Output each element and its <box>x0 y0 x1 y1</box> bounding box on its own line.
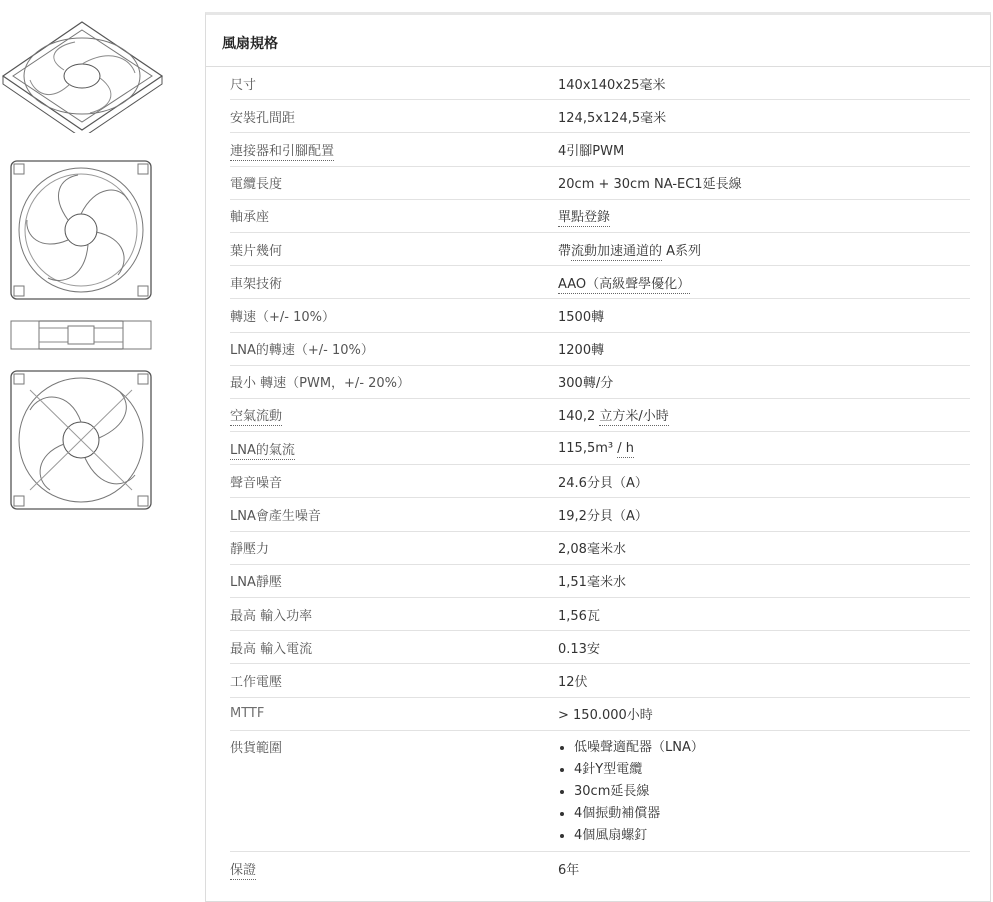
spec-label-text: 車架技術 <box>230 276 283 292</box>
spec-row <box>230 133 970 166</box>
spec-row <box>230 167 970 200</box>
spec-label <box>230 571 558 590</box>
list-item: • 30cm延長線 <box>574 781 970 803</box>
spec-value <box>558 206 970 225</box>
warranty-label <box>230 859 558 878</box>
spec-label-text: 葉片幾何 <box>230 243 283 259</box>
spec-value <box>558 538 970 557</box>
spec-row <box>230 465 970 498</box>
product-drawings <box>0 0 170 889</box>
spec-row <box>230 333 970 366</box>
spec-value-part[interactable]: 立方米/小時 <box>599 409 669 425</box>
panel-title: 風扇規格 <box>206 15 990 67</box>
spec-label <box>230 206 558 225</box>
spec-label <box>230 671 558 690</box>
scope-list <box>558 737 970 847</box>
spec-value-text: 2,08毫米水 <box>558 542 626 558</box>
spec-value-text: 12伏 <box>558 674 588 690</box>
spec-label-text[interactable]: LNA的氣流 <box>230 442 295 458</box>
spec-label <box>230 339 558 358</box>
list-item: • 低噪聲適配器（LNA） <box>574 737 970 759</box>
list-item: • 4個振動補償器 <box>574 803 970 825</box>
spec-value <box>558 240 970 259</box>
spec-value-text: 1,51毫米水 <box>558 575 626 591</box>
spec-value <box>558 74 970 93</box>
warranty-link[interactable]: 保證 <box>230 862 257 878</box>
spec-value-part[interactable]: 流動加速通道的 <box>571 243 663 259</box>
spec-value <box>558 372 970 391</box>
spec-value-text: 140x140x25毫米 <box>558 77 666 93</box>
spec-label <box>230 505 558 524</box>
spec-label-text: 聲音噪音 <box>230 475 283 491</box>
fan-perspective-drawing <box>0 18 165 133</box>
spec-label-text: 靜壓力 <box>230 542 270 558</box>
spec-label <box>230 706 558 721</box>
spec-label <box>230 439 558 458</box>
spec-value <box>558 441 970 456</box>
spec-value <box>558 472 970 491</box>
warranty-row <box>230 852 970 885</box>
spec-value-text: 24.6分貝（A） <box>558 475 648 491</box>
spec-value <box>558 704 970 723</box>
spec-label-text[interactable]: 空氣流動 <box>230 409 283 425</box>
spec-value-text: 20cm + 30cm NA-EC1延長線 <box>558 177 742 193</box>
spec-label-text: 最高 輸入電流 <box>230 641 313 657</box>
spec-value <box>558 273 970 292</box>
spec-label-text: 最小 轉速（PWM，+/- 20%） <box>230 376 411 392</box>
spec-value-part: 140,2 <box>558 409 600 425</box>
spec-value <box>558 405 970 424</box>
spec-label <box>230 605 558 624</box>
spec-value <box>558 107 970 126</box>
spec-value-text: 300轉/分 <box>558 376 614 392</box>
spec-value <box>558 339 970 358</box>
spec-row <box>230 598 970 631</box>
scope-value <box>558 737 970 847</box>
spec-label-text: LNA靜壓 <box>230 575 282 591</box>
spec-label <box>230 173 558 192</box>
spec-row <box>230 399 970 432</box>
spec-label <box>230 472 558 491</box>
spec-label <box>230 638 558 657</box>
spec-value-text: > 150.000小時 <box>558 708 653 724</box>
spec-value <box>558 505 970 524</box>
spec-value-text: 0.13安 <box>558 641 600 657</box>
spec-value <box>558 638 970 657</box>
spec-label-text: 安裝孔間距 <box>230 110 296 126</box>
scope-of-delivery-row <box>230 731 970 852</box>
spec-label <box>230 240 558 259</box>
fan-front-drawing <box>10 160 152 300</box>
spec-value <box>558 140 970 159</box>
spec-label-text: MTTF <box>230 706 265 722</box>
spec-label-text: 轉速（+/- 10%） <box>230 309 335 325</box>
spec-value-part[interactable]: / h <box>617 440 634 456</box>
spec-value-text: 124,5x124,5毫米 <box>558 110 667 126</box>
fan-spec-panel <box>205 12 991 902</box>
spec-row <box>230 565 970 598</box>
spec-label-text: 工作電壓 <box>230 674 283 690</box>
spec-label <box>230 405 558 424</box>
spec-label-text: LNA會產生噪音 <box>230 509 321 525</box>
spec-value-text: 1,56瓦 <box>558 608 600 624</box>
list-item: • 4個風扇螺釘 <box>574 825 970 847</box>
spec-table <box>230 67 970 885</box>
spec-value-part: A系列 <box>662 243 702 259</box>
spec-value <box>558 571 970 590</box>
spec-value <box>558 306 970 325</box>
spec-label-text: LNA的轉速（+/- 10%） <box>230 343 374 359</box>
warranty-value: 6年 <box>558 862 580 878</box>
spec-row <box>230 532 970 565</box>
spec-label <box>230 372 558 391</box>
spec-value <box>558 605 970 624</box>
spec-row <box>230 233 970 266</box>
spec-label <box>230 107 558 126</box>
spec-value-text[interactable]: AAO（高級聲學優化） <box>558 276 691 292</box>
spec-value <box>558 671 970 690</box>
spec-row <box>230 664 970 697</box>
spec-value <box>558 173 970 192</box>
spec-value-text: 19,2分貝（A） <box>558 509 648 525</box>
spec-row <box>230 498 970 531</box>
scope-label: 供貨範圍 <box>230 740 283 756</box>
spec-row <box>230 698 970 731</box>
spec-row <box>230 432 970 465</box>
spec-row <box>230 200 970 233</box>
list-item: • 4針Y型電纜 <box>574 759 970 781</box>
fan-side-drawing <box>10 320 152 350</box>
spec-label-text[interactable]: 連接器和引腳配置 <box>230 143 335 159</box>
spec-value-text: 1500轉 <box>558 309 605 325</box>
spec-label <box>230 140 558 159</box>
spec-label <box>230 273 558 292</box>
spec-row <box>230 100 970 133</box>
spec-row <box>230 299 970 332</box>
spec-label <box>230 306 558 325</box>
spec-value-text[interactable]: 單點登錄 <box>558 210 611 226</box>
fan-back-drawing <box>10 370 152 510</box>
spec-value-part: 115,5m³ <box>558 440 618 456</box>
spec-label-text: 軸承座 <box>230 210 270 226</box>
spec-value-part: 帶 <box>558 243 572 259</box>
spec-label-text: 最高 輸入功率 <box>230 608 313 624</box>
spec-value-text: 1200轉 <box>558 343 605 359</box>
spec-row <box>230 366 970 399</box>
spec-label-text: 尺寸 <box>230 77 257 93</box>
spec-value-text: 4引腳PWM <box>558 143 625 159</box>
spec-row <box>230 631 970 664</box>
spec-label <box>230 74 558 93</box>
spec-row <box>230 67 970 100</box>
spec-label <box>230 538 558 557</box>
spec-row <box>230 266 970 299</box>
spec-label-text: 電纜長度 <box>230 177 283 193</box>
